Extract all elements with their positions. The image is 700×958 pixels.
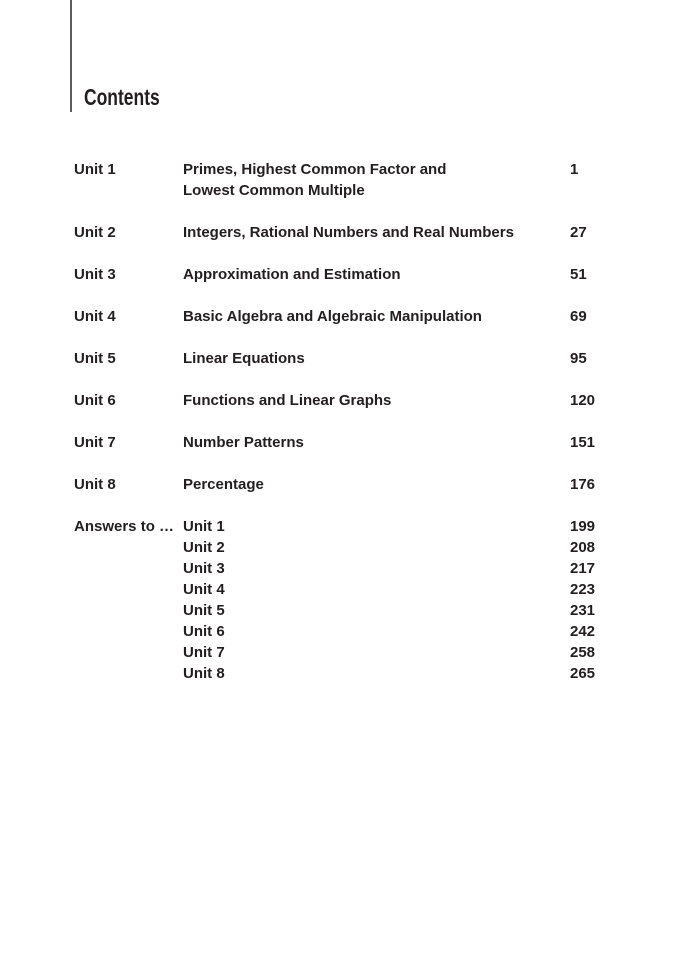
answers-unit: Unit 1 xyxy=(183,518,225,535)
unit-label: Unit 4 xyxy=(74,308,116,325)
page-number: 242 xyxy=(570,623,596,640)
unit-title-line: Primes, Highest Common Factor and xyxy=(183,161,447,178)
unit-title: Approximation and Estimation xyxy=(183,266,401,283)
toc-row xyxy=(74,390,630,411)
toc-row xyxy=(74,348,630,369)
unit-title: Basic Algebra and Algebraic Manipulation xyxy=(183,308,482,325)
toc-row xyxy=(74,159,630,201)
answers-unit: Unit 6 xyxy=(183,623,225,640)
answers-unit: Unit 7 xyxy=(183,644,225,661)
page-number: 95 xyxy=(570,350,587,367)
answers-section xyxy=(74,516,630,684)
answers-unit: Unit 5 xyxy=(183,602,225,619)
unit-label: Unit 2 xyxy=(74,224,116,241)
toc-row xyxy=(74,222,630,243)
unit-label: Unit 1 xyxy=(74,161,116,178)
page-number: 265 xyxy=(570,665,596,682)
page-number: 69 xyxy=(570,308,587,325)
toc-row xyxy=(74,474,630,495)
unit-label: Unit 7 xyxy=(74,434,116,451)
page-number: 1 xyxy=(570,161,579,178)
unit-label: Unit 3 xyxy=(74,266,116,283)
unit-title: Integers, Rational Numbers and Real Numbers xyxy=(183,224,514,241)
answers-unit: Unit 4 xyxy=(183,581,225,598)
answers-unit: Unit 8 xyxy=(183,665,225,682)
page-number: 120 xyxy=(570,392,596,409)
answers-list xyxy=(183,516,630,684)
page-number: 27 xyxy=(570,224,587,241)
unit-title: Linear Equations xyxy=(183,350,305,367)
page-number: 176 xyxy=(570,476,596,493)
unit-title: Functions and Linear Graphs xyxy=(183,392,392,409)
toc-row xyxy=(74,306,630,327)
unit-label: Unit 5 xyxy=(74,350,116,367)
page-number: 51 xyxy=(570,266,587,283)
page-number: 208 xyxy=(570,539,596,556)
page-number: 231 xyxy=(570,602,596,619)
answers-unit: Unit 3 xyxy=(183,560,225,577)
table-of-contents xyxy=(74,159,630,684)
page-number: 223 xyxy=(570,581,596,598)
unit-title xyxy=(183,159,570,201)
unit-label: Unit 6 xyxy=(74,392,116,409)
unit-label: Unit 8 xyxy=(74,476,116,493)
heading-rule xyxy=(70,0,72,112)
unit-title-line: Lowest Common Multiple xyxy=(183,182,365,199)
page-number: 217 xyxy=(570,560,596,577)
unit-title: Number Patterns xyxy=(183,434,304,451)
unit-title: Percentage xyxy=(183,476,264,493)
page-title: Contents xyxy=(84,84,160,110)
page-number: 258 xyxy=(570,644,596,661)
toc-row xyxy=(74,432,630,453)
toc-row xyxy=(74,264,630,285)
page-number: 199 xyxy=(570,518,596,535)
answers-label: Answers to … xyxy=(74,518,175,535)
answers-unit: Unit 2 xyxy=(183,539,225,556)
page-number: 151 xyxy=(570,434,596,451)
